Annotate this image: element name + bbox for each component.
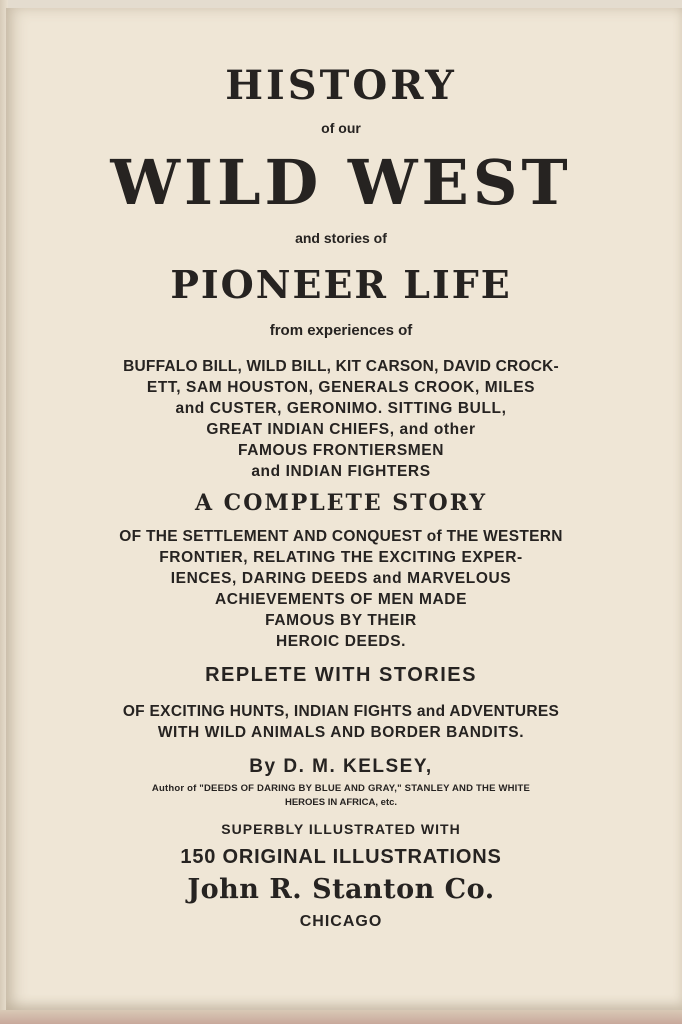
names-line-6: and INDIAN FIGHTERS xyxy=(251,463,431,480)
subtitle-complete-story: A COMPLETE STORY xyxy=(194,490,488,516)
superbly-illustrated-line: SUPERBLY ILLUSTRATED WITH xyxy=(221,821,461,837)
title-pioneer-life: PIONEER LIFE xyxy=(170,262,512,307)
names-line-5: FAMOUS FRONTIERSMEN xyxy=(237,442,444,459)
original-illustrations-line: 150 ORIGINAL ILLUSTRATIONS xyxy=(180,846,502,868)
author-byline: By D. M. KELSEY, xyxy=(249,756,433,777)
intro-line: from experiences of xyxy=(269,322,413,339)
title-connector-and-stories-of: and stories of xyxy=(295,230,387,246)
description2-line-1: OF EXCITING HUNTS, INDIAN FIGHTS and ADVENTURES xyxy=(122,703,560,720)
title-connector-of-our: of our xyxy=(321,120,361,136)
publisher-name: John R. Stanton Co. xyxy=(187,874,495,905)
description2-line-2: WITH WILD ANIMALS AND BORDER BANDITS. xyxy=(157,724,525,741)
title-history: HISTORY xyxy=(225,62,457,109)
names-line-3: and CUSTER, GERONIMO. SITTING BULL, xyxy=(175,400,507,417)
description1-line-6: HEROIC DEEDS. xyxy=(275,633,407,650)
page-bottom-edge xyxy=(0,1010,682,1024)
description1-line-3: IENCES, DARING DEEDS and MARVELOUS xyxy=(170,570,512,587)
description1-line-1: OF THE SETTLEMENT AND CONQUEST of THE WESTERN xyxy=(119,528,563,545)
author-note-line-1: Author of "DEEDS OF DARING BY BLUE AND GRAY," STANLEY AND THE WHITE xyxy=(151,783,531,794)
subtitle-replete-with-stories: REPLETE WITH STORIES xyxy=(205,664,477,686)
author-note-line-2: HEROES IN AFRICA, etc. xyxy=(284,797,398,808)
description1-line-4: ACHIEVEMENTS OF MEN MADE xyxy=(214,591,468,608)
publisher-city: CHICAGO xyxy=(299,913,383,930)
names-line-2: ETT, SAM HOUSTON, GENERALS CROOK, MILES xyxy=(146,379,536,396)
names-line-4: GREAT INDIAN CHIEFS, and other xyxy=(206,421,476,438)
description1-line-2: FRONTIER, RELATING THE EXCITING EXPER- xyxy=(159,549,523,566)
description1-line-5: FAMOUS BY THEIR xyxy=(265,612,417,629)
names-line-1: BUFFALO BILL, WILD BILL, KIT CARSON, DAVID CROCK- xyxy=(123,358,559,375)
title-wild-west: WILD WEST xyxy=(110,146,572,219)
